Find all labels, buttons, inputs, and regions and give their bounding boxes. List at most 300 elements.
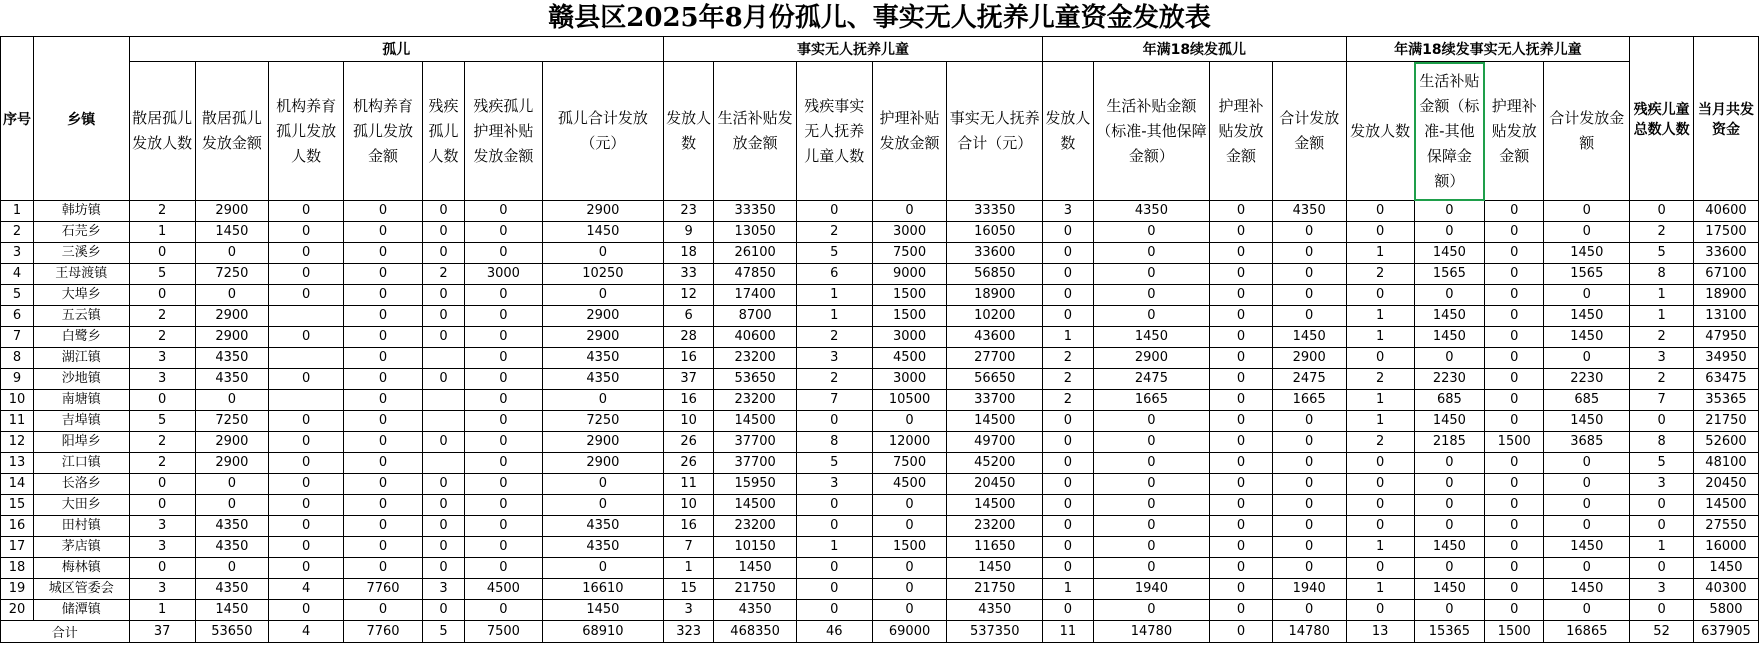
table-cell[interactable]: 43600 (947, 327, 1043, 348)
table-cell[interactable]: 2 (129, 453, 195, 474)
table-cell[interactable]: 14500 (714, 411, 796, 432)
header-disabled-orphan-count[interactable]: 残疾孤儿人数 (423, 62, 465, 201)
table-cell[interactable]: 0 (1544, 201, 1630, 222)
table-cell[interactable]: 0 (1485, 579, 1544, 600)
table-cell[interactable]: 13050 (714, 222, 796, 243)
table-cell[interactable]: 16 (663, 516, 714, 537)
table-cell[interactable]: 0 (1043, 264, 1094, 285)
table-cell[interactable]: 4350 (195, 516, 269, 537)
table-cell[interactable]: 21750 (1693, 411, 1758, 432)
table-cell[interactable]: 0 (872, 495, 947, 516)
table-cell[interactable]: 2 (129, 327, 195, 348)
table-cell[interactable]: 37700 (714, 432, 796, 453)
table-cell[interactable]: 4350 (542, 348, 663, 369)
total-cell[interactable]: 5 (423, 621, 465, 643)
total-cell[interactable]: 11 (1043, 621, 1094, 643)
header-adult-defacto-living[interactable]: 生活补贴金额（标准-其他保障金额） (1414, 62, 1484, 201)
table-cell[interactable]: 0 (1210, 558, 1273, 579)
table-cell[interactable]: 2 (1630, 369, 1694, 390)
table-cell[interactable]: 0 (269, 516, 344, 537)
table-cell[interactable]: 0 (195, 285, 269, 306)
table-cell[interactable]: 2185 (1414, 432, 1484, 453)
table-cell[interactable]: 4350 (195, 348, 269, 369)
table-cell[interactable]: 0 (464, 453, 542, 474)
table-cell[interactable]: 40600 (1693, 201, 1758, 222)
table-cell[interactable]: 2 (129, 432, 195, 453)
table-cell[interactable]: 0 (423, 243, 465, 264)
table-cell[interactable]: 0 (1043, 474, 1094, 495)
table-cell[interactable] (423, 453, 465, 474)
table-cell[interactable]: 0 (1544, 495, 1630, 516)
table-cell[interactable]: 0 (464, 537, 542, 558)
table-cell[interactable]: 0 (464, 369, 542, 390)
group-adult-defacto[interactable]: 年满18续发事实无人抚养儿童 (1346, 37, 1630, 62)
table-cell[interactable]: 0 (464, 201, 542, 222)
table-cell[interactable]: 12000 (872, 432, 947, 453)
table-cell[interactable]: 8 (796, 432, 872, 453)
table-cell[interactable]: 0 (343, 600, 422, 621)
table-cell[interactable]: 0 (1630, 495, 1694, 516)
table-cell[interactable]: 0 (464, 243, 542, 264)
table-cell[interactable]: 1450 (1544, 411, 1630, 432)
table-cell[interactable]: 14 (1, 474, 34, 495)
table-cell[interactable]: 3000 (872, 369, 947, 390)
table-cell[interactable]: 0 (1346, 474, 1414, 495)
table-cell[interactable]: 0 (1414, 285, 1484, 306)
table-cell[interactable]: 11650 (947, 537, 1043, 558)
table-cell[interactable]: 4350 (542, 516, 663, 537)
table-cell[interactable]: 0 (1043, 600, 1094, 621)
table-cell[interactable]: 7 (663, 537, 714, 558)
table-cell[interactable]: 9000 (872, 264, 947, 285)
table-cell[interactable]: 26 (663, 453, 714, 474)
table-cell[interactable]: 6 (796, 264, 872, 285)
table-cell[interactable]: 18900 (947, 285, 1043, 306)
table-cell[interactable]: 4350 (1093, 201, 1210, 222)
table-cell[interactable]: 0 (1414, 516, 1484, 537)
table-cell[interactable]: 3 (1630, 579, 1694, 600)
table-cell[interactable]: 阳埠乡 (33, 432, 129, 453)
table-cell[interactable]: 0 (1346, 516, 1414, 537)
table-cell[interactable]: 2 (1630, 327, 1694, 348)
table-cell[interactable]: 三溪乡 (33, 243, 129, 264)
table-cell[interactable]: 4350 (195, 579, 269, 600)
table-cell[interactable]: 0 (423, 600, 465, 621)
table-cell[interactable]: 1 (1630, 285, 1694, 306)
table-cell[interactable]: 33350 (714, 201, 796, 222)
table-cell[interactable]: 48100 (1693, 453, 1758, 474)
table-cell[interactable]: 0 (343, 222, 422, 243)
table-cell[interactable]: 0 (1544, 600, 1630, 621)
table-cell[interactable]: 0 (343, 495, 422, 516)
table-cell[interactable]: 0 (1093, 537, 1210, 558)
table-cell[interactable]: 0 (1210, 474, 1273, 495)
table-cell[interactable]: 0 (195, 390, 269, 411)
table-cell[interactable]: 20 (1, 600, 34, 621)
table-cell[interactable]: 0 (423, 306, 465, 327)
table-cell[interactable]: 16 (663, 348, 714, 369)
table-cell[interactable]: 2900 (195, 306, 269, 327)
group-defacto[interactable]: 事实无人抚养儿童 (663, 37, 1042, 62)
table-cell[interactable]: 3 (129, 348, 195, 369)
table-cell[interactable]: 长洛乡 (33, 474, 129, 495)
table-cell[interactable]: 0 (1346, 285, 1414, 306)
table-cell[interactable]: 1450 (947, 558, 1043, 579)
table-cell[interactable]: 23200 (714, 516, 796, 537)
table-cell[interactable]: 33 (663, 264, 714, 285)
table-cell[interactable]: 0 (1210, 285, 1273, 306)
table-cell[interactable]: 1 (1630, 306, 1694, 327)
table-cell[interactable]: 湖江镇 (33, 348, 129, 369)
table-cell[interactable]: 2900 (1272, 348, 1346, 369)
header-disabled-total[interactable]: 残疾儿童总数人数 (1630, 37, 1694, 201)
header-institution-count[interactable]: 机构养育孤儿发放人数 (269, 62, 344, 201)
table-cell[interactable]: 19 (1, 579, 34, 600)
table-cell[interactable]: 0 (129, 474, 195, 495)
table-cell[interactable]: 1 (663, 558, 714, 579)
table-cell[interactable]: 0 (1630, 558, 1694, 579)
table-cell[interactable]: 0 (129, 243, 195, 264)
table-cell[interactable]: 47850 (714, 264, 796, 285)
table-cell[interactable]: 15 (1, 495, 34, 516)
table-cell[interactable]: 16 (663, 390, 714, 411)
table-cell[interactable]: 2 (423, 264, 465, 285)
table-cell[interactable]: 0 (423, 285, 465, 306)
table-cell[interactable]: 0 (1272, 495, 1346, 516)
table-cell[interactable]: 0 (1093, 306, 1210, 327)
table-cell[interactable]: 4350 (542, 537, 663, 558)
table-cell[interactable]: 1 (1346, 306, 1414, 327)
table-cell[interactable]: 0 (1043, 495, 1094, 516)
table-cell[interactable]: 2900 (1093, 348, 1210, 369)
table-cell[interactable]: 0 (423, 558, 465, 579)
table-cell[interactable]: 0 (343, 432, 422, 453)
table-cell[interactable]: 1450 (1414, 306, 1484, 327)
table-cell[interactable]: 3000 (872, 222, 947, 243)
table-cell[interactable]: 10200 (947, 306, 1043, 327)
table-cell[interactable]: 0 (1210, 222, 1273, 243)
table-cell[interactable]: 0 (796, 579, 872, 600)
table-cell[interactable]: 45200 (947, 453, 1043, 474)
table-cell[interactable] (269, 348, 344, 369)
table-cell[interactable]: 0 (1485, 243, 1544, 264)
table-cell[interactable]: 67100 (1693, 264, 1758, 285)
table-cell[interactable]: 0 (1544, 516, 1630, 537)
table-cell[interactable]: 大田乡 (33, 495, 129, 516)
table-cell[interactable]: 2 (1043, 390, 1094, 411)
table-cell[interactable]: 16000 (1693, 537, 1758, 558)
table-cell[interactable]: 8700 (714, 306, 796, 327)
table-cell[interactable]: 0 (1414, 348, 1484, 369)
table-cell[interactable]: 3 (1630, 348, 1694, 369)
table-cell[interactable]: 685 (1544, 390, 1630, 411)
table-cell[interactable]: 0 (464, 495, 542, 516)
table-cell[interactable]: 18 (1, 558, 34, 579)
table-cell[interactable]: 3 (663, 600, 714, 621)
table-cell[interactable]: 0 (1630, 600, 1694, 621)
table-cell[interactable]: 大埠乡 (33, 285, 129, 306)
table-cell[interactable]: 0 (1485, 453, 1544, 474)
table-cell[interactable]: 0 (269, 327, 344, 348)
table-cell[interactable]: 0 (343, 453, 422, 474)
table-cell[interactable]: 韩坊镇 (33, 201, 129, 222)
table-cell[interactable]: 0 (1093, 495, 1210, 516)
table-cell[interactable]: 9 (663, 222, 714, 243)
table-cell[interactable]: 2900 (542, 432, 663, 453)
header-defacto-total[interactable]: 事实无人抚养合计（元） (947, 62, 1043, 201)
table-cell[interactable]: 1 (1346, 390, 1414, 411)
table-cell[interactable]: 0 (1210, 306, 1273, 327)
table-cell[interactable]: 1665 (1272, 390, 1346, 411)
table-cell[interactable]: 10 (1, 390, 34, 411)
table-cell[interactable]: 2 (1346, 264, 1414, 285)
table-cell[interactable]: 0 (1272, 432, 1346, 453)
table-cell[interactable]: 18 (663, 243, 714, 264)
table-cell[interactable]: 0 (1210, 411, 1273, 432)
table-cell[interactable]: 0 (1272, 411, 1346, 432)
table-cell[interactable]: 0 (464, 600, 542, 621)
table-cell[interactable]: 0 (1485, 327, 1544, 348)
table-cell[interactable]: 2475 (1093, 369, 1210, 390)
table-cell[interactable]: 0 (343, 348, 422, 369)
table-cell[interactable]: 0 (1210, 201, 1273, 222)
table-cell[interactable]: 0 (796, 201, 872, 222)
table-cell[interactable]: 0 (796, 495, 872, 516)
table-cell[interactable]: 0 (1346, 495, 1414, 516)
table-cell[interactable]: 1450 (1544, 243, 1630, 264)
table-cell[interactable]: 0 (1485, 369, 1544, 390)
table-cell[interactable]: 0 (1210, 369, 1273, 390)
table-cell[interactable]: 685 (1414, 390, 1484, 411)
table-cell[interactable]: 0 (464, 306, 542, 327)
table-cell[interactable]: 6 (663, 306, 714, 327)
table-cell[interactable]: 梅林镇 (33, 558, 129, 579)
table-cell[interactable]: 0 (1272, 306, 1346, 327)
table-cell[interactable]: 1500 (872, 285, 947, 306)
table-cell[interactable]: 0 (872, 579, 947, 600)
table-cell[interactable]: 0 (1544, 453, 1630, 474)
table-cell[interactable]: 0 (1485, 201, 1544, 222)
table-cell[interactable]: 0 (796, 411, 872, 432)
table-cell[interactable]: 0 (1346, 222, 1414, 243)
table-cell[interactable]: 0 (1210, 579, 1273, 600)
header-defacto-count[interactable]: 发放人数 (663, 62, 714, 201)
table-cell[interactable]: 0 (1093, 453, 1210, 474)
table-cell[interactable]: 5 (129, 264, 195, 285)
table-cell[interactable]: 0 (464, 285, 542, 306)
table-cell[interactable]: 0 (1346, 558, 1414, 579)
header-adult-defacto-count[interactable]: 发放人数 (1346, 62, 1414, 201)
table-cell[interactable]: 1 (796, 306, 872, 327)
header-adult-orphan-total[interactable]: 合计发放金额 (1272, 62, 1346, 201)
table-cell[interactable]: 0 (1043, 222, 1094, 243)
table-cell[interactable] (423, 411, 465, 432)
table-cell[interactable]: 0 (542, 285, 663, 306)
table-cell[interactable]: 0 (1346, 348, 1414, 369)
table-cell[interactable]: 2 (1043, 348, 1094, 369)
table-cell[interactable]: 4350 (542, 369, 663, 390)
table-cell[interactable]: 0 (1272, 453, 1346, 474)
table-cell[interactable]: 0 (1544, 474, 1630, 495)
table-cell[interactable]: 0 (269, 264, 344, 285)
table-cell[interactable]: 0 (129, 285, 195, 306)
table-cell[interactable]: 4350 (947, 600, 1043, 621)
table-cell[interactable]: 0 (1093, 474, 1210, 495)
table-cell[interactable]: 1 (796, 537, 872, 558)
table-cell[interactable]: 0 (542, 390, 663, 411)
table-cell[interactable]: 0 (1544, 348, 1630, 369)
table-cell[interactable]: 1450 (542, 600, 663, 621)
table-cell[interactable]: 1450 (1414, 411, 1484, 432)
table-cell[interactable]: 0 (1414, 600, 1484, 621)
table-cell[interactable]: 0 (796, 516, 872, 537)
table-cell[interactable]: 3 (129, 537, 195, 558)
table-cell[interactable]: 10500 (872, 390, 947, 411)
table-cell[interactable]: 1 (1043, 327, 1094, 348)
table-cell[interactable]: 茅店镇 (33, 537, 129, 558)
table-cell[interactable]: 0 (1093, 222, 1210, 243)
table-cell[interactable]: 1450 (1544, 306, 1630, 327)
table-cell[interactable]: 5 (129, 411, 195, 432)
total-label[interactable]: 合计 (1, 621, 130, 643)
table-cell[interactable]: 35365 (1693, 390, 1758, 411)
table-cell[interactable]: 0 (464, 222, 542, 243)
table-cell[interactable]: 7500 (872, 243, 947, 264)
table-cell[interactable]: 1 (1346, 327, 1414, 348)
table-cell[interactable]: 0 (1485, 222, 1544, 243)
table-cell[interactable] (269, 306, 344, 327)
table-cell[interactable]: 1450 (1093, 327, 1210, 348)
table-cell[interactable]: 0 (1043, 537, 1094, 558)
table-cell[interactable]: 0 (343, 285, 422, 306)
table-cell[interactable]: 0 (1272, 474, 1346, 495)
table-cell[interactable]: 0 (1210, 348, 1273, 369)
total-cell[interactable]: 14780 (1093, 621, 1210, 643)
total-cell[interactable]: 15365 (1414, 621, 1484, 643)
table-cell[interactable]: 2 (1346, 432, 1414, 453)
table-cell[interactable]: 37700 (714, 453, 796, 474)
table-cell[interactable]: 0 (542, 474, 663, 495)
table-cell[interactable]: 16050 (947, 222, 1043, 243)
table-cell[interactable]: 0 (1630, 201, 1694, 222)
table-cell[interactable]: 0 (1272, 558, 1346, 579)
table-cell[interactable]: 0 (269, 474, 344, 495)
table-cell[interactable]: 47950 (1693, 327, 1758, 348)
table-cell[interactable]: 1 (129, 600, 195, 621)
table-cell[interactable]: 0 (195, 243, 269, 264)
table-cell[interactable]: 1450 (1414, 537, 1484, 558)
table-cell[interactable]: 0 (1414, 474, 1484, 495)
table-cell[interactable]: 4 (1, 264, 34, 285)
table-cell[interactable]: 0 (464, 327, 542, 348)
table-cell[interactable]: 石芫乡 (33, 222, 129, 243)
table-cell[interactable]: 0 (1210, 432, 1273, 453)
table-cell[interactable]: 2 (796, 327, 872, 348)
total-cell[interactable]: 16865 (1544, 621, 1630, 643)
table-cell[interactable]: 4350 (195, 369, 269, 390)
table-cell[interactable]: 5 (796, 243, 872, 264)
table-cell[interactable]: 2 (1630, 222, 1694, 243)
table-cell[interactable]: 9 (1, 369, 34, 390)
table-cell[interactable]: 0 (1043, 558, 1094, 579)
table-cell[interactable]: 34950 (1693, 348, 1758, 369)
table-cell[interactable]: 3 (1630, 474, 1694, 495)
table-cell[interactable]: 12 (663, 285, 714, 306)
table-cell[interactable]: 13 (1, 453, 34, 474)
table-cell[interactable]: 0 (269, 285, 344, 306)
table-cell[interactable]: 0 (343, 558, 422, 579)
table-cell[interactable]: 56850 (947, 264, 1043, 285)
table-cell[interactable]: 7 (1, 327, 34, 348)
table-cell[interactable]: 0 (1093, 285, 1210, 306)
table-cell[interactable]: 0 (872, 558, 947, 579)
table-cell[interactable]: 4350 (195, 537, 269, 558)
table-cell[interactable]: 4500 (872, 348, 947, 369)
table-cell[interactable]: 0 (269, 411, 344, 432)
header-orphan-total[interactable]: 孤儿合计发放（元） (542, 62, 663, 201)
total-cell[interactable]: 1500 (1485, 621, 1544, 643)
table-cell[interactable]: 0 (1043, 516, 1094, 537)
table-cell[interactable]: 1450 (1414, 327, 1484, 348)
table-cell[interactable]: 5 (1630, 243, 1694, 264)
total-cell[interactable]: 37 (129, 621, 195, 643)
table-cell[interactable]: 0 (1485, 474, 1544, 495)
table-cell[interactable]: 0 (269, 495, 344, 516)
table-cell[interactable]: 1 (1346, 537, 1414, 558)
group-adult-orphan[interactable]: 年满18续发孤儿 (1043, 37, 1346, 62)
table-cell[interactable]: 14500 (714, 495, 796, 516)
header-defacto-disabled-count[interactable]: 残疾事实无人抚养儿童人数 (796, 62, 872, 201)
table-cell[interactable]: 11 (663, 474, 714, 495)
table-cell[interactable]: 0 (269, 453, 344, 474)
table-cell[interactable]: 13100 (1693, 306, 1758, 327)
table-cell[interactable]: 2900 (542, 453, 663, 474)
table-cell[interactable]: 0 (872, 201, 947, 222)
table-cell[interactable]: 城区管委会 (33, 579, 129, 600)
table-cell[interactable]: 0 (1043, 306, 1094, 327)
table-cell[interactable]: 0 (195, 495, 269, 516)
total-cell[interactable]: 7500 (464, 621, 542, 643)
table-cell[interactable]: 0 (1210, 243, 1273, 264)
table-cell[interactable]: 0 (464, 558, 542, 579)
table-cell[interactable]: 0 (1544, 222, 1630, 243)
table-cell[interactable]: 0 (129, 558, 195, 579)
table-cell[interactable]: 0 (423, 474, 465, 495)
table-cell[interactable]: 0 (343, 264, 422, 285)
table-cell[interactable]: 63475 (1693, 369, 1758, 390)
table-cell[interactable]: 1940 (1272, 579, 1346, 600)
table-cell[interactable]: 33600 (1693, 243, 1758, 264)
table-cell[interactable]: 沙地镇 (33, 369, 129, 390)
table-cell[interactable]: 3 (129, 516, 195, 537)
table-cell[interactable]: 0 (1630, 411, 1694, 432)
header-institution-amount[interactable]: 机构养育孤儿发放金额 (343, 62, 422, 201)
table-cell[interactable]: 3 (1043, 201, 1094, 222)
table-cell[interactable]: 0 (1544, 558, 1630, 579)
table-cell[interactable]: 0 (343, 411, 422, 432)
table-cell[interactable]: 江口镇 (33, 453, 129, 474)
table-cell[interactable]: 0 (1043, 243, 1094, 264)
table-cell[interactable]: 0 (1093, 516, 1210, 537)
total-cell[interactable]: 53650 (195, 621, 269, 643)
table-cell[interactable]: 0 (1093, 432, 1210, 453)
table-cell[interactable]: 0 (1093, 243, 1210, 264)
table-cell[interactable]: 0 (1210, 516, 1273, 537)
table-cell[interactable]: 0 (1414, 222, 1484, 243)
table-cell[interactable]: 0 (1272, 285, 1346, 306)
header-scattered-amount[interactable]: 散居孤儿 发放金额 (195, 62, 269, 201)
table-cell[interactable]: 2 (796, 369, 872, 390)
